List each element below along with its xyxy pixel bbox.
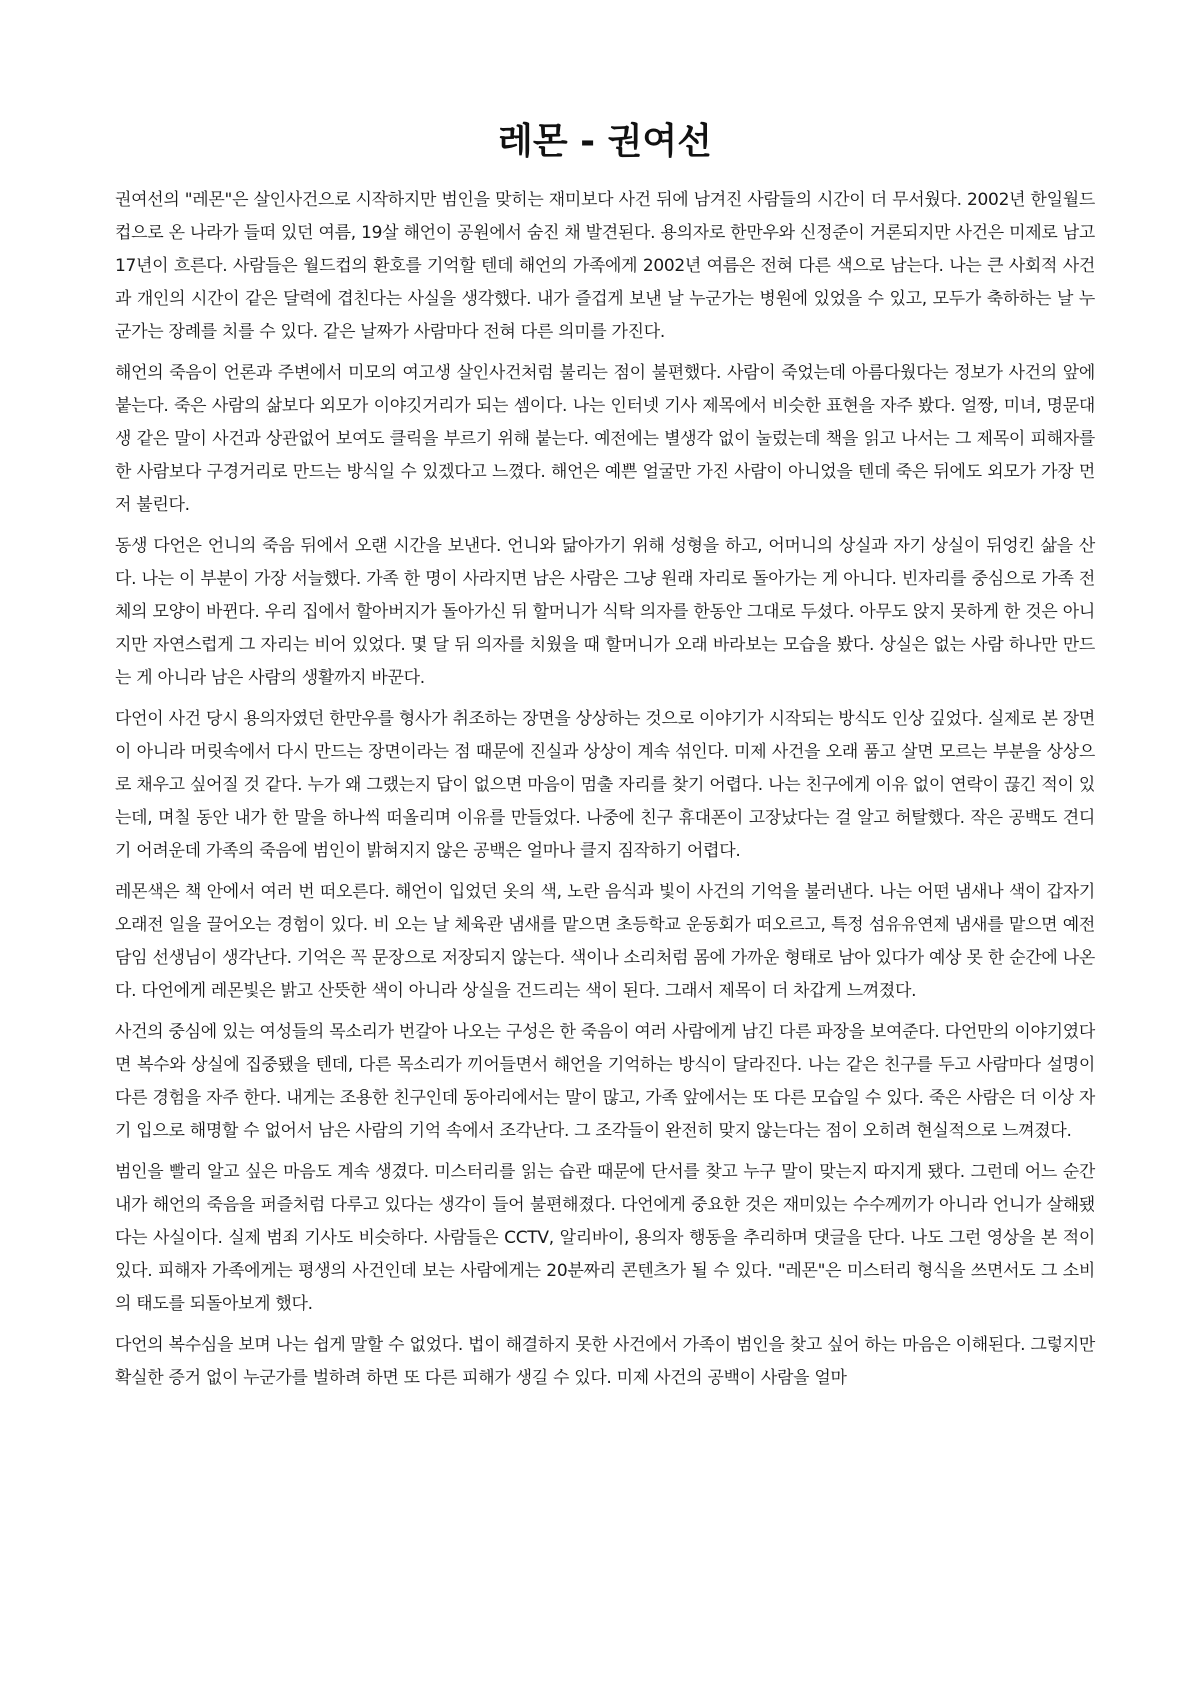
document-title: 레몬 - 권여선: [498, 121, 712, 162]
paragraph-4: 다언이 사건 당시 용의자였던 한만우를 형사가 취조하는 장면을 상상하는 것으로 이야기가 시작되는 방식도 인상 깊었다. 실제로 본 장면이 아니라 머릿속에서 다시 만드는 장면이라는 점 때문에 진실과 상상이 계속 섞인다. 미제 사건을 오래 품고 살면 모르는 부분을 상상으로 채우고 싶어질 것 같다. 누가 왜 그랬는지 답이 없으면 마음이 멈출 자리를 찾기 어렵다. 나는 친구에게 이유 없이 연락이 끊긴 적이 있는데, 며칠 동안 내가 한 말을 하나씩 떠올리며 이유를 만들었다. 나중에 친구 휴대폰이 고장났다는 걸 알고 허탈했다. 작은 공백도 견디기 어려운데 가족의 죽음에 범인이 밝혀지지 않은 공백은 얼마나 클지 짐작하기 어렵다.: [115, 709, 1095, 861]
paragraph-2: 해언의 죽음이 언론과 주변에서 미모의 여고생 살인사건처럼 불리는 점이 불편했다. 사람이 죽었는데 아름다웠다는 정보가 사건의 앞에 붙는다. 죽은 사람의 삶보다 외모가 이야깃거리가 되는 셈이다. 나는 인터넷 기사 제목에서 비슷한 표현을 자주 봤다. 얼짱, 미녀, 명문대생 같은 말이 사건과 상관없어 보여도 클릭을 부르기 위해 붙는다. 예전에는 별생각 없이 눌렀는데 책을 읽고 나서는 그 제목이 피해자를 한 사람보다 구경거리로 만드는 방식일 수 있겠다고 느꼈다. 해언은 예쁜 얼굴만 가진 사람이 아니었을 텐데 죽은 뒤에도 외모가 가장 먼저 불린다.: [115, 363, 1095, 515]
paragraph-8: 다언의 복수심을 보며 나는 쉽게 말할 수 없었다. 법이 해결하지 못한 사건에서 가족이 범인을 찾고 싶어 하는 마음은 이해된다. 그렇지만 확실한 증거 없이 누군가를 벌하려 하면 또 다른 피해가 생길 수 있다. 미제 사건의 공백이 사람을 얼마: [115, 1335, 1095, 1388]
paragraph-5: 레몬색은 책 안에서 여러 번 떠오른다. 해언이 입었던 옷의 색, 노란 음식과 빛이 사건의 기억을 불러낸다. 나는 어떤 냄새나 색이 갑자기 오래전 일을 끌어오는 경험이 있다. 비 오는 날 체육관 냄새를 맡으면 초등학교 운동회가 떠오르고, 특정 섬유유연제 냄새를 맡으면 예전 담임 선생님이 생각난다. 기억은 꼭 문장으로 저장되지 않는다. 색이나 소리처럼 몸에 가까운 형태로 남아 있다가 예상 못 한 순간에 나온다. 다언에게 레몬빛은 밝고 산뜻한 색이 아니라 상실을 건드리는 색이 된다. 그래서 제목이 더 차갑게 느껴졌다.: [115, 882, 1095, 1001]
paragraph-1: 권여선의 "레몬"은 살인사건으로 시작하지만 범인을 맞히는 재미보다 사건 뒤에 남겨진 사람들의 시간이 더 무서웠다. 2002년 한일월드컵으로 온 나라가 들떠 있던 여름, 19살 해언이 공원에서 숨진 채 발견된다. 용의자로 한만우와 신정준이 거론되지만 사건은 미제로 남고 17년이 흐른다. 사람들은 월드컵의 환호를 기억할 텐데 해언의 가족에게 2002년 여름은 전혀 다른 색으로 남는다. 나는 큰 사회적 사건과 개인의 시간이 같은 달력에 겹친다는 사실을 생각했다. 내가 즐겁게 보낸 날 누군가는 병원에 있었을 수 있고, 모두가 축하하는 날 누군가는 장례를 치를 수 있다. 같은 날짜가 사람마다 전혀 다른 의미를 가진다.: [115, 190, 1095, 342]
paragraph-6: 사건의 중심에 있는 여성들의 목소리가 번갈아 나오는 구성은 한 죽음이 여러 사람에게 남긴 다른 파장을 보여준다. 다언만의 이야기였다면 복수와 상실에 집중됐을 텐데, 다른 목소리가 끼어들면서 해언을 기억하는 방식이 달라진다. 나는 같은 친구를 두고 사람마다 설명이 다른 경험을 자주 한다. 내게는 조용한 친구인데 동아리에서는 말이 많고, 가족 앞에서는 또 다른 모습일 수 있다. 죽은 사람은 더 이상 자기 입으로 해명할 수 없어서 남은 사람의 기억 속에서 조각난다. 그 조각들이 완전히 맞지 않는다는 점이 오히려 현실적으로 느껴졌다.: [115, 1022, 1095, 1141]
paragraph-7: 범인을 빨리 알고 싶은 마음도 계속 생겼다. 미스터리를 읽는 습관 때문에 단서를 찾고 누구 말이 맞는지 따지게 됐다. 그런데 어느 순간 내가 해언의 죽음을 퍼즐처럼 다루고 있다는 생각이 들어 불편해졌다. 다언에게 중요한 것은 재미있는 수수께끼가 아니라 언니가 살해됐다는 사실이다. 실제 범죄 기사도 비슷하다. 사람들은 CCTV, 알리바이, 용의자 행동을 추리하며 댓글을 단다. 나도 그런 영상을 본 적이 있다. 피해자 가족에게는 평생의 사건인데 보는 사람에게는 20분짜리 콘텐츠가 될 수 있다. "레몬"은 미스터리 형식을 쓰면서도 그 소비의 태도를 되돌아보게 했다.: [115, 1162, 1095, 1314]
paragraph-3: 동생 다언은 언니의 죽음 뒤에서 오랜 시간을 보낸다. 언니와 닮아가기 위해 성형을 하고, 어머니의 상실과 자기 상실이 뒤엉킨 삶을 산다. 나는 이 부분이 가장 서늘했다. 가족 한 명이 사라지면 남은 사람은 그냥 원래 자리로 돌아가는 게 아니다. 빈자리를 중심으로 가족 전체의 모양이 바뀐다. 우리 집에서 할아버지가 돌아가신 뒤 할머니가 식탁 의자를 한동안 그대로 두셨다. 아무도 앉지 못하게 한 것은 아니지만 자연스럽게 그 자리는 비어 있었다. 몇 달 뒤 의자를 치웠을 때 할머니가 오래 바라보는 모습을 봤다. 상실은 없는 사람 하나만 만드는 게 아니라 남은 사람의 생활까지 바꾼다.: [115, 536, 1095, 688]
document-body: [115, 184, 1095, 1395]
